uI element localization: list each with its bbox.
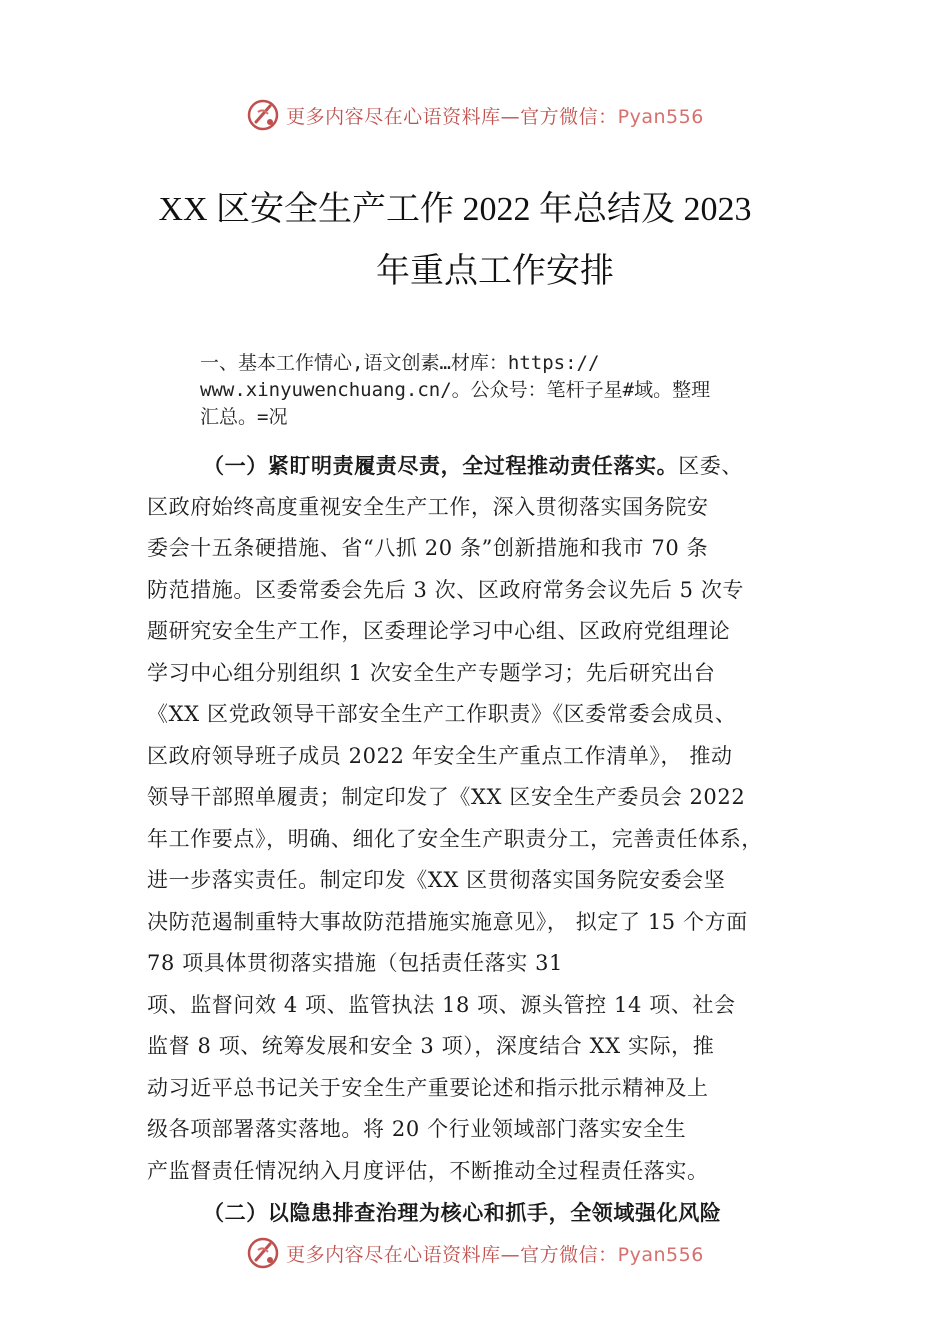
body-line: 进一步落实责任。制定印发《XX 区贯彻落实国务院安委会坚	[147, 868, 726, 892]
body-line: 委会十五条硬措施、省“八抓 20 条”创新措施和我市 70 条	[147, 536, 709, 560]
body-line: 区委、	[678, 454, 744, 478]
body-line: 项、监督问效 4 项、监管执法 18 项、源头管控 14 项、社会	[147, 992, 736, 1017]
body-line: 监督 8 项、统筹发展和安全 3 项），深度结合 XX 实际，推	[147, 1034, 715, 1058]
watermark-text: 更多内容尽在心语资料库—官方微信：	[286, 1243, 618, 1266]
watermark-text: 更多内容尽在心语资料库—官方微信：	[286, 105, 618, 128]
brand-logo-icon	[246, 1236, 280, 1270]
brand-logo-icon	[246, 98, 280, 132]
body-line: 防范措施。区委常委会先后 3 次、区政府常务会议先后 5 次专	[147, 577, 745, 602]
wechat-id: Pyan556	[617, 1243, 704, 1266]
section-1-first-line	[147, 445, 847, 487]
section-2-heading: （二）以隐患排查治理为核心和抓手，全领域强化风险	[203, 1200, 722, 1225]
section-1-heading: （一）紧盯明责履责尽责，全过程推动责任落实。	[203, 453, 679, 478]
watermark-banner-top	[0, 95, 950, 135]
body-line: 区政府始终高度重视安全生产工作，深入贯彻落实国务院安	[147, 494, 709, 519]
body-line: 决防范遏制重特大事故防范措施实施意见》， 拟定了 15 个方面	[147, 909, 748, 934]
body-line: 年工作要点》，明确、细化了安全生产职责分工，完善责任体系，	[147, 826, 763, 851]
intro-line: 一、基本工作情心,语文创素…材库：https://	[200, 352, 600, 374]
body-line: 题研究安全生产工作，区委理论学习中心组、区政府党组理论	[147, 619, 731, 643]
body-line: 《XX 区党政领导干部安全生产工作职责》《区委常委会成员、	[147, 702, 737, 726]
body-line: 级各项部署落实落地。将 20 个行业领域部门落实安全生	[147, 1117, 687, 1141]
section-1-paragraph	[147, 445, 847, 1234]
document-title-line1: XX 区安全生产工作 2022 年总结及 2023	[158, 191, 752, 228]
wechat-id: Pyan556	[617, 105, 704, 128]
intro-line: 汇总。=况	[200, 406, 288, 428]
body-line: 学习中心组分别组织 1 次安全生产专题学习；先后研究出台	[147, 660, 716, 685]
body-line: 78 项具体贯彻落实措施（包括责任落实 31	[147, 951, 563, 975]
body-line: 产监督责任情况纳入月度评估，不断推动全过程责任落实。	[147, 1158, 709, 1183]
body-line: 区政府领导班子成员 2022 年安全生产重点工作清单》， 推动	[147, 743, 733, 768]
watermark-banner-bottom	[0, 1233, 950, 1273]
document-title-line2: 年重点工作安排	[376, 253, 614, 290]
body-line: 领导干部照单履责；制定印发了《XX 区安全生产委员会 2022	[147, 785, 746, 809]
body-line: 动习近平总书记关于安全生产重要论述和指示批示精神及上	[147, 1075, 709, 1100]
intro-line: www.xinyuwenchuang.cn/。公众号：笔杆子星#域。整理	[200, 379, 711, 401]
intro-paragraph	[200, 350, 840, 431]
